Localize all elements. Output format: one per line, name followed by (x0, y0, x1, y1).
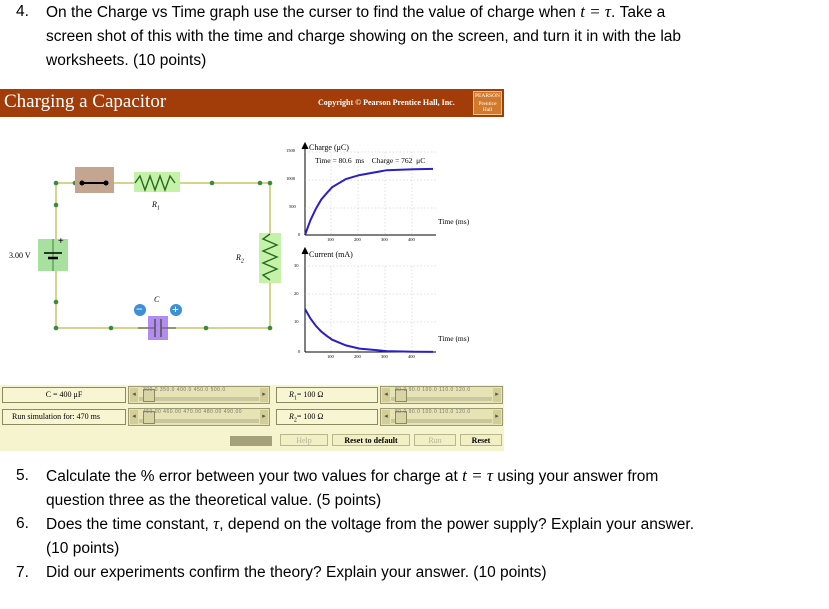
current-ytick: 10 (294, 319, 299, 324)
current-xtick: 100 (327, 354, 334, 359)
tau-expression: t = τ (580, 2, 611, 21)
charge-ytick: 0 (298, 232, 301, 237)
charge-ytick: 1500 (286, 148, 295, 153)
help-button[interactable]: Help (280, 434, 328, 446)
charge-axis-label: Charge (μC) (309, 143, 349, 152)
charge-curve (305, 169, 433, 235)
question-text: Does the time constant, τ, depend on the voltage from the power supply? Explain your answer. (10 points) (46, 514, 694, 557)
question-number: 4. (16, 3, 29, 20)
capacitance-field[interactable]: C = 400 μF (2, 387, 126, 403)
capacitance-slider[interactable]: ◂ ▸ 300.0 350.0 400.0 450.0 500.0 (128, 386, 270, 404)
question-number: 5. (16, 467, 29, 484)
battery-plus: + (58, 236, 64, 247)
switch[interactable] (75, 167, 114, 193)
run-duration-slider[interactable]: ◂ ▸ 450.00 460.00 470.00 480.00 490.00 (128, 408, 270, 426)
control-panel (0, 385, 504, 451)
charge-xtick: 300 (381, 237, 388, 242)
current-ytick: 20 (294, 291, 299, 296)
tau-expression: t = τ (462, 466, 493, 485)
r2-field[interactable]: $R_2= 100$ Ω (276, 409, 378, 425)
copyright-text: Copyright © Pearson Prentice Hall, Inc. (318, 98, 455, 107)
charge-readout: Time = 80.6 ms Charge = 762 μC (315, 156, 426, 165)
charge-time-label: Time (ms) (438, 217, 470, 226)
scroll-strip[interactable] (230, 436, 272, 446)
resistor-r1 (134, 172, 180, 192)
question-text: On the Charge vs Time graph use the curser to find the value of charge when t = τ. Take a screen shot of this with the time and charge showing on the screen, and turn it in with the lab worksheets. (10 points) (46, 2, 682, 69)
circuit-diagram (0, 120, 504, 385)
plus-sign: + (172, 302, 179, 316)
charge-xtick: 400 (408, 237, 415, 242)
run-duration-field[interactable]: Run simulation for: 470 ms (2, 409, 126, 425)
minus-sign: − (136, 302, 143, 316)
r2-slider[interactable]: ◂ ▸ 80.0 90.0 100.0 110.0 120.0 (380, 408, 503, 426)
capacitor-label: C (154, 295, 160, 304)
question-number: 7. (16, 564, 29, 581)
current-xtick: 200 (354, 354, 361, 359)
reset-button[interactable]: Reset (460, 434, 502, 446)
r1-slider[interactable]: ◂ ▸ 80.0 90.0 100.0 110.0 120.0 (380, 386, 503, 404)
current-time-label: Time (ms) (438, 334, 470, 343)
charge-xtick: 100 (327, 237, 334, 242)
pearson-logo: PEARSON Prentice Hall (474, 93, 501, 113)
voltage-label: 3.00 V (9, 251, 31, 260)
charge-ytick: 500 (289, 204, 296, 209)
current-graph-axes (302, 248, 436, 352)
current-xtick: 300 (381, 354, 388, 359)
sim-title: Charging a Capacitor (4, 91, 167, 112)
tau-symbol: τ (213, 514, 220, 533)
r1-field[interactable]: $R_1= 100$ Ω (276, 387, 378, 403)
sim-stage (0, 120, 504, 385)
current-ytick: 0 (298, 349, 301, 354)
question-text: Did our experiments confirm the theory? Explain your answer. (10 points) (46, 564, 547, 581)
current-curve (305, 309, 433, 352)
simulation-window (0, 89, 504, 451)
reset-to-default-button[interactable]: Reset to default (332, 434, 410, 446)
current-grid (305, 266, 436, 352)
charge-xtick: 200 (354, 237, 361, 242)
current-ytick: 30 (294, 263, 299, 268)
run-button[interactable]: Run (414, 434, 456, 446)
charge-ytick: 1000 (286, 176, 295, 181)
current-axis-label: Current (mA) (309, 250, 353, 259)
current-xtick: 400 (408, 354, 415, 359)
resistor-r2 (259, 233, 281, 283)
r1-label: $R_1$ (152, 200, 160, 212)
question-number: 6. (16, 515, 29, 532)
r2-label: $R_2$ (236, 253, 244, 265)
question-text: Calculate the % error between your two values for charge at t = τ using your answer from question three as the theoretical value. (5 points) (46, 466, 659, 509)
sim-header (0, 89, 504, 117)
